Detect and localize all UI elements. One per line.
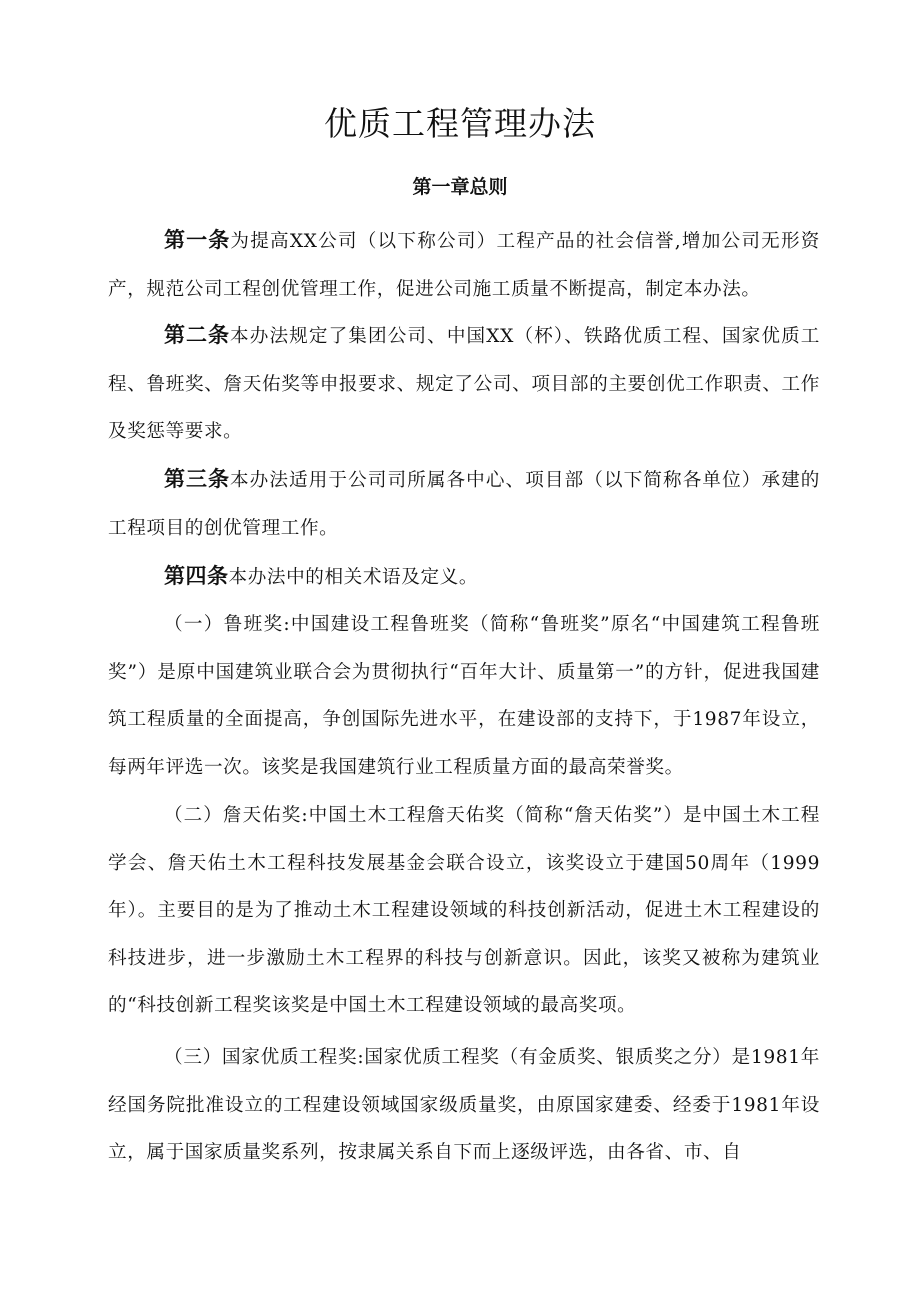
article-1-text: 为提高XX公司（以下称公司）工程产品的社会信誉,增加公司无形资产，规范公司工程创优管理工作，促进公司施工质量不断提高，制定本办法。 [108, 231, 820, 300]
article-3-text: 本办法适用于公司司所属各中心、项目部（以下简称各单位）承建的工程项目的创优管理工作。 [108, 470, 821, 539]
document-title: 优质工程管理办法 [324, 104, 596, 143]
article-3 [108, 456, 820, 552]
article-2 [108, 312, 820, 456]
definition-item-2: （二）詹天佑奖:中国土木工程詹天佑奖（简称“詹天佑奖”）是中国土木工程学会、詹天佑土木工程科技发展基金会联合设立，该奖设立于建国50周年（1999年）。主要目的是为了推动土木工程建设领域的科技创新活动，促进土木工程建设的科技进步，进一步激励土木工程界的科技与创新意识。因此，该奖又被称为建筑业的“科技创新工程奖该奖是中国土木工程建设领域的最高奖项。 [108, 805, 820, 1016]
article-2-heading: 第二条 [164, 323, 231, 347]
article-1-heading: 第一条 [164, 228, 231, 252]
article-4-text: 本办法中的相关术语及定义。 [228, 567, 479, 588]
article-1 [108, 217, 820, 313]
article-3-heading: 第三条 [164, 467, 230, 491]
article-4 [108, 553, 820, 602]
definition-item-1: （一）鲁班奖:中国建设工程鲁班奖（简称“鲁班奖”原名“中国建筑工程鲁班奖”）是原中国建筑业联合会为贯彻执行“百年大计、质量第一”的方针，促进我国建筑工程质量的全面提高，争创国际先进水平，在建设部的支持下，于1987年设立，每两年评选一次。该奖是我国建筑行业工程质量方面的最高荣誉奖。 [108, 614, 820, 778]
article-4-heading: 第四条 [164, 564, 229, 588]
chapter-heading: 第一章总则 [412, 176, 508, 198]
article-2-text: 本办法规定了集团公司、中国XX（杯）、铁路优质工程、国家优质工程、鲁班奖、詹天佑奖等申报要求、规定了公司、项目部的主要创优工作职责、工作及奖惩等要求。 [108, 326, 820, 442]
definition-item-3: （三）国家优质工程奖:国家优质工程奖（有金质奖、银质奖之分）是1981年经国务院批准设立的工程建设领域国家级质量奖，由原国家建委、经委于1981年设立，属于国家质量奖系列，按隶属关系自下而上逐级评选，由各省、市、自 [108, 1047, 820, 1163]
